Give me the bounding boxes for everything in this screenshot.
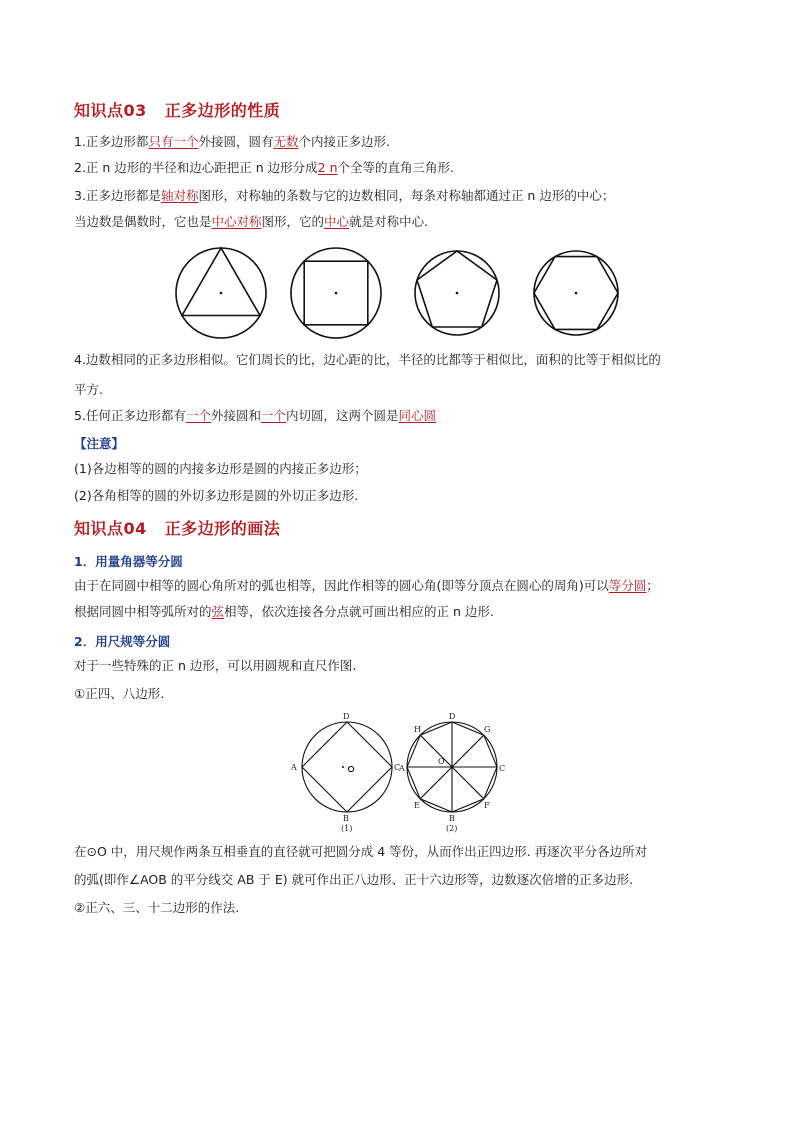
property-4-cont: 平方. <box>74 382 103 397</box>
label-C: C <box>394 763 401 772</box>
caption-1: (1) <box>341 824 353 833</box>
note-title: 【注意】 <box>74 436 125 451</box>
label-A: A <box>399 764 405 773</box>
method-1-line-1: 由于在同圆中相等的圆心角所对的弧也相等，因此作相等的圆心角(即等分顶点在圆心的周角)可以等分圆； <box>74 578 659 593</box>
circle-square <box>291 248 381 338</box>
label-D: D <box>343 712 350 721</box>
circle-triangle <box>176 248 266 338</box>
property-1: 1.正多边形都只有一个外接圆，圆有无数个内接正多边形. <box>74 134 390 149</box>
method-2-line-2: ①正四、八边形. <box>74 686 165 701</box>
inscribed-polygons-figure <box>0 240 794 350</box>
method-2-title: 2．用尺规等分圆 <box>74 634 171 649</box>
label-C: C <box>499 764 506 773</box>
method-1-line-2: 根据同圆中相等弧所对的弦相等，依次连接各分点就可画出相应的正 n 边形. <box>74 604 494 619</box>
property-2: 2.正 n 边形的半径和边心距把正 n 边形分成2 n个全等的直角三角形. <box>74 160 455 175</box>
label-A: A <box>291 763 297 772</box>
circle-hexagon <box>534 251 618 335</box>
construction-text-2: 的弧(即作∠AOB 的平分线交 AB 于 E) 就可作出正八边形、正十六边形等，边数逐次倍增的正多边形. <box>74 872 634 887</box>
construction-text-1: 在⊙O 中，用尺规作两条互相垂直的直径就可把圆分成 4 等份，从而作出正四边形. 再逐次平分各边所对 <box>74 844 648 859</box>
property-4: 4.边数相同的正多边形相似。它们周长的比，边心距的比，半径的比都等于相似比，面积的比等于相似比的 <box>74 352 661 367</box>
section-number: 知识点03 <box>74 101 147 120</box>
method-1-title: 1．用量角器等分圆 <box>74 554 183 569</box>
figure-right <box>407 722 497 812</box>
section-number: 知识点04 <box>74 519 147 538</box>
label-H: H <box>414 725 421 734</box>
label-E: E <box>414 801 420 810</box>
section-heading-03 <box>74 98 280 121</box>
section-title: 正多边形的画法 <box>164 519 281 538</box>
property-5: 5.任何正多边形都有一个外接圆和一个内切圆，这两个圆是同心圆 <box>74 408 437 423</box>
section-heading-04 <box>74 516 280 539</box>
label-O: O <box>438 757 445 766</box>
property-3-cont: 当边数是偶数时，它也是中心对称图形，它的中心就是对称中心. <box>74 214 429 229</box>
construction-text-3: ②正六、三、十二边形的作法. <box>74 900 240 915</box>
section-title: 正多边形的性质 <box>164 101 281 120</box>
property-3: 3.正多边形都是轴对称图形，对称轴的条数与它的边数相同，每条对称轴都通过正 n 边形的中心； <box>74 188 615 203</box>
figure-left <box>302 722 392 812</box>
method-2-line-1: 对于一些特殊的正 n 边形，可以用圆规和直尺作图. <box>74 658 357 673</box>
circle-pentagon <box>415 251 499 335</box>
note-1: (1)各边相等的圆的内接多边形是圆的内接正多边形； <box>74 461 367 476</box>
label-F: F <box>484 801 490 810</box>
label-B: B <box>449 814 455 823</box>
label-B: B <box>343 814 349 823</box>
caption-2: (2) <box>446 824 458 833</box>
note-2: (2)各角相等的圆的外切多边形是圆的外切正多边形. <box>74 488 359 503</box>
construction-figure <box>0 710 794 840</box>
label-G: G <box>484 725 491 734</box>
label-D: D <box>449 712 456 721</box>
